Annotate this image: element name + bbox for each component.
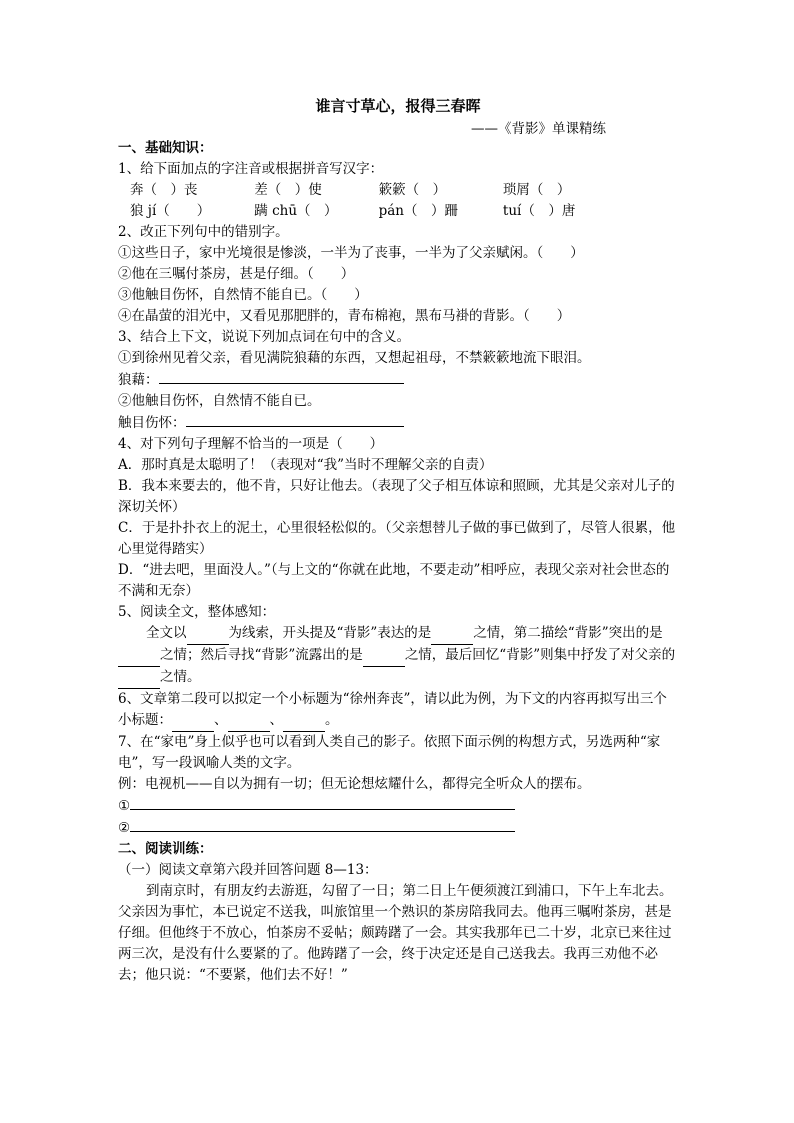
q1-item: pán（ ）跚: [378, 203, 458, 219]
q2-item: ②他在三嘱付茶房，甚是仔细。（ ）: [118, 266, 355, 282]
worksheet-page: [118, 95, 678, 986]
q7-answer-line[interactable]: [130, 795, 515, 810]
q6-blank[interactable]: [283, 710, 325, 732]
q1-item: 簌簌（ ）: [378, 182, 447, 198]
q7-answer-line[interactable]: [130, 817, 515, 832]
q4-option-d: D．“进去吧，里面没人。”（与上文的“你就在此地，不要走动”相呼应，表现父亲对社会世态的不满和无奈）: [118, 562, 670, 599]
q4-stem: 4、对下列句子理解不恰当的一项是（ ）: [118, 436, 384, 452]
q1-item: tuí（ ）唐: [502, 203, 576, 219]
q5-text: 之情；然后寻找“背影”流露出的是: [160, 647, 363, 663]
q3-stem: 3、结合上下文，说说下列加点词在句中的含义。: [118, 329, 411, 345]
q3-answer-line-1[interactable]: [159, 369, 404, 384]
q1-item: 琐屑（ ）: [502, 182, 571, 198]
q1-item: 差（ ）使: [254, 182, 322, 198]
q3-answer-line-2[interactable]: [186, 412, 404, 427]
q6-text: 6、文章第二段可以拟定一个小标题为“徐州奔丧”，请以此为例，为下文的内容再拟写出三个小标题：: [118, 691, 667, 728]
q5-blank[interactable]: [431, 623, 473, 645]
q1-item: 蹒 chū（ ）: [254, 203, 338, 219]
q2-item: ①这些日子，家中光境很是惨淡，一半为了丧事，一半为了父亲赋闲。（ ）: [118, 245, 584, 261]
q1-item: 狼 jí（ ）: [130, 203, 211, 219]
q5-blank[interactable]: [187, 623, 229, 645]
q5-text: 全文以: [146, 625, 187, 641]
q4-option-a: A．那时真是太聪明了！（表现对“我”当时不理解父亲的自责）: [118, 457, 493, 473]
q3-answer-1: [118, 369, 678, 391]
q2-stem: 2、改正下列句中的错别字。: [118, 224, 289, 240]
q6-end: 。: [325, 712, 339, 728]
q3-answer-2: [118, 412, 678, 434]
q3-label-2: 触目伤怀：: [118, 415, 186, 431]
q6-sep: 、: [214, 712, 228, 728]
q2-item: ③他触目伤怀，自然情不能自已。（ ）: [118, 287, 368, 303]
q2-item: ④在晶萤的泪光中，又看见那肥胖的，青布棉袍，黑布马褂的背影。（ ）: [118, 308, 571, 324]
q5-text: 之情，第二描绘“背影”突出的是: [473, 625, 663, 641]
q7-number: ②: [118, 820, 131, 836]
q5-blank[interactable]: [363, 645, 405, 667]
reading-heading: （一）阅读文章第六段并回答问题 8—13：: [118, 862, 378, 878]
q5-blank[interactable]: [118, 645, 160, 667]
q5-text: 之情。: [160, 669, 201, 685]
q3-label-1: 狼藉：: [118, 372, 159, 388]
q5-body: [118, 623, 678, 689]
q3-sentence-2: ②他触目伤怀，自然情不能自已。: [118, 393, 321, 409]
page-title: 谁言寸草心，报得三春晖: [315, 97, 481, 115]
q6-blank[interactable]: [228, 710, 270, 732]
page-subtitle: ——《背影》单课精练: [471, 121, 606, 137]
q4-option-b: B．我本来要去的，他不肯，只好让他去。（表现了父子相互体谅和照顾，尤其是父亲对儿子的深切关怀）: [118, 478, 675, 515]
q7-stem: 7、在“家电”身上似乎也可以看到人类自己的影子。依照下面示例的构想方式，另选两种“家电”，写一段讽喻人类的文字。: [118, 734, 661, 771]
q5-stem: 5、阅读全文，整体感知：: [118, 604, 276, 620]
section-heading-basics: 一、基础知识：: [118, 140, 213, 156]
q6-sep: 、: [269, 712, 283, 728]
q6-blank[interactable]: [172, 710, 214, 732]
q3-sentence-1: ①到徐州见着父亲，看见满院狼藉的东西，又想起祖母，不禁簌簌地流下眼泪。: [118, 350, 591, 366]
q7-number: ①: [118, 798, 131, 814]
q7-answer-1: [118, 795, 678, 817]
q5-text: 为线索，开头提及“背影”表达的是: [228, 625, 432, 641]
q4-option-c: C．于是扑扑衣上的泥土，心里很轻松似的。（父亲想替儿子做的事已做到了，尽管人很累，他心里觉得踏实）: [118, 520, 676, 557]
reading-passage: 到南京时，有朋友约去游逛，勾留了一日；第二日上午便须渡江到浦口，下午上车北去。父亲因为事忙，本已说定不送我，叫旅馆里一个熟识的茶房陪我同去。他再三嘱咐茶房，甚是仔细。但他终于不放心，怕茶房不妥帖；颇踌躇了一会。其实我那年已二十岁，北京已来往过两三次，是没有什么要紧的了。他踌躇了一会，终于决定还是自己送我去。我再三劝他不必去；他只说：“不要紧，他们去不好！”: [118, 883, 673, 983]
q5-blank[interactable]: [118, 667, 160, 689]
q6-body: [118, 689, 678, 732]
q1-row1: [118, 180, 678, 201]
q1-item: 奔（ ）丧: [130, 182, 198, 198]
q5-text: 之情，最后回忆“背影”则集中抒发了对父亲的: [404, 647, 676, 663]
q1-row2: [118, 201, 678, 222]
q7-answer-2: [118, 817, 678, 839]
q7-example: 例：电视机——自以为拥有一切；但无论想炫耀什么，都得完全听众人的摆布。: [118, 776, 591, 792]
q1-stem: 1、给下面加点的字注音或根据拼音写汉字：: [118, 161, 384, 177]
section-heading-reading: 二、阅读训练：: [118, 841, 213, 857]
